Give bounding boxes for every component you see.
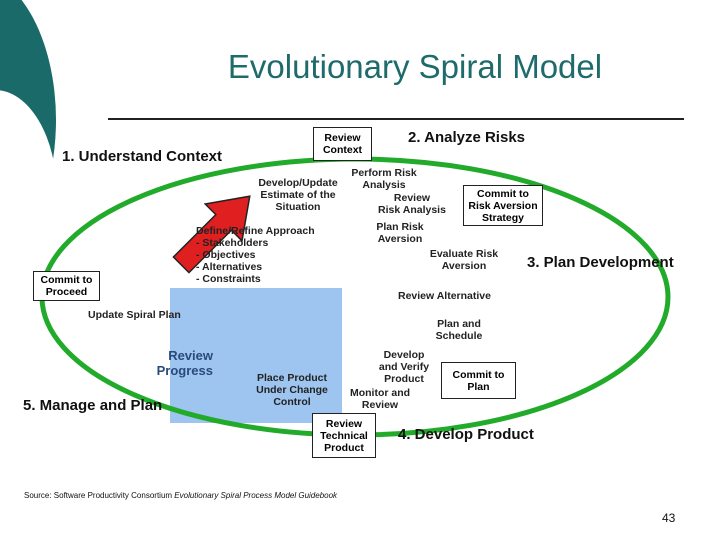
update-spiral-plan-step: Update Spiral Plan <box>88 309 181 321</box>
phase-5-label: 5. Manage and Plan <box>23 397 163 414</box>
evaluate-risk-step: Evaluate Risk Aversion <box>429 248 499 272</box>
phase-3-label: 3. Plan Development <box>527 254 674 271</box>
source-citation: Source: Software Productivity Consortium Evolutionary Spiral Process Model Guidebook <box>24 491 338 500</box>
monitor-review-step: Monitor and Review <box>349 387 411 411</box>
place-product-step: Place Product Under Change Control <box>256 372 328 408</box>
review-risk-step: Review Risk Analysis <box>378 192 446 216</box>
review-progress-step: Review Progress <box>156 348 213 378</box>
page-title: Evolutionary Spiral Model <box>227 48 603 85</box>
review-technical-product-box: Review Technical Product <box>312 413 376 458</box>
commit-to-plan-box: Commit to Plan <box>441 362 516 399</box>
phase-4-label: 4. Develop Product <box>398 426 534 443</box>
define-refine-step: Define/Refine Approach - Stakeholders - Objectives - Alternatives - Constraints <box>196 225 315 285</box>
plan-risk-step: Plan Risk Aversion <box>376 221 424 245</box>
phase-2-label: 2. Analyze Risks <box>408 129 526 146</box>
review-context-box: Review Context <box>313 127 372 161</box>
develop-verify-step: Develop and Verify Product <box>378 349 430 385</box>
plan-schedule-step: Plan and Schedule <box>435 318 483 342</box>
develop-update-step: Develop/Update Estimate of the Situation <box>258 177 338 213</box>
page-number: 43 <box>662 511 676 525</box>
perform-risk-step: Perform Risk Analysis <box>351 167 417 191</box>
phase-1-label: 1. Understand Context <box>62 148 223 165</box>
commit-to-proceed-box: Commit to Proceed <box>33 271 100 301</box>
title-divider <box>108 118 684 120</box>
commit-risk-aversion-box: Commit to Risk Aversion Strategy <box>463 185 543 226</box>
review-alternative-step: Review Alternative <box>398 290 491 302</box>
